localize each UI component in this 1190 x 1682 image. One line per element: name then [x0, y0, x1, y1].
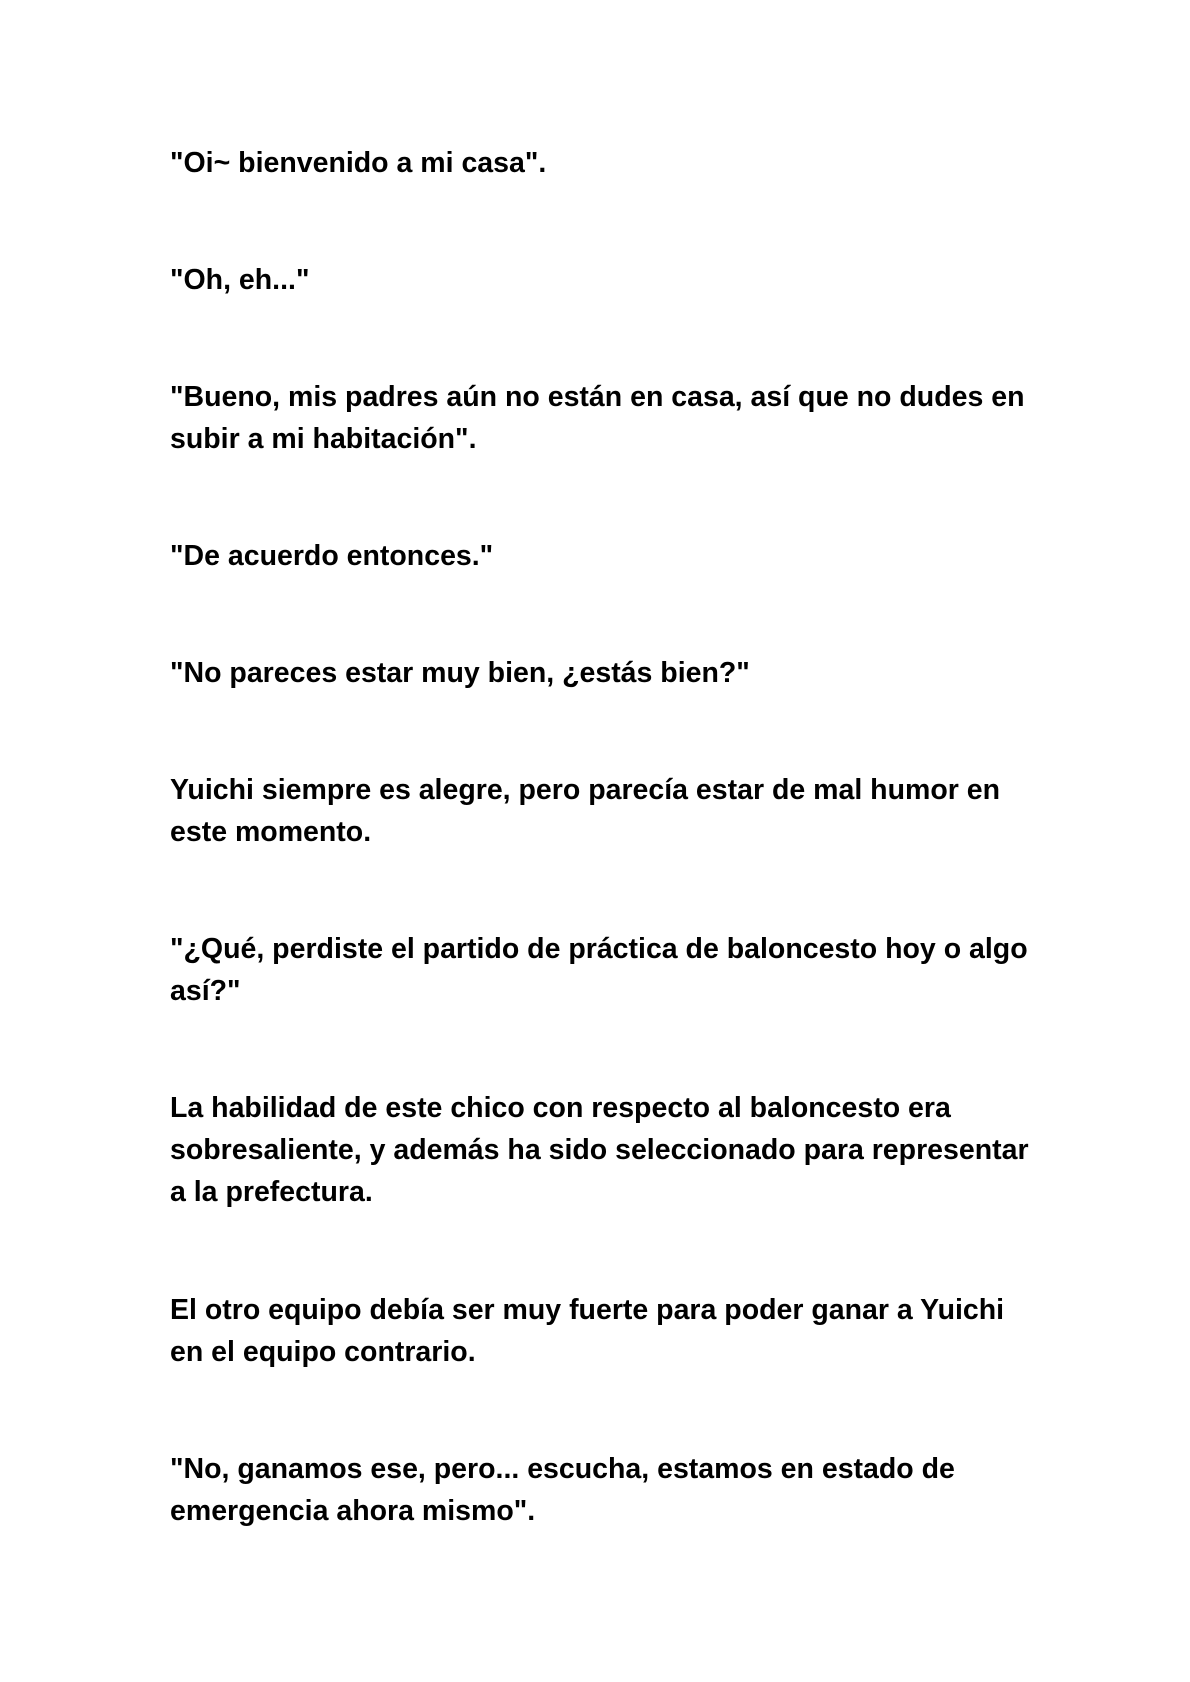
- paragraph-1: "Oi~ bienvenido a mi casa".: [170, 147, 547, 179]
- paragraph-9: El otro equipo debía ser muy fuerte para poder ganar a Yuichi en el equipo contrario.: [170, 1294, 1005, 1368]
- paragraph-7: "¿Qué, perdiste el partido de práctica de baloncesto hoy o algo así?": [170, 933, 1028, 1007]
- paragraph-4: "De acuerdo entonces.": [170, 540, 494, 572]
- paragraph-6: Yuichi siempre es alegre, pero parecía estar de mal humor en este momento.: [170, 774, 1001, 848]
- paragraph-3: "Bueno, mis padres aún no están en casa, así que no dudes en subir a mi habitación".: [170, 381, 1025, 455]
- paragraph-5: "No pareces estar muy bien, ¿estás bien?": [170, 657, 750, 689]
- paragraph-10: "No, ganamos ese, pero... escucha, estamos en estado de emergencia ahora mismo".: [170, 1453, 955, 1527]
- paragraph-2: "Oh, eh...": [170, 264, 310, 296]
- paragraph-8: La habilidad de este chico con respecto al baloncesto era sobresaliente, y además ha sido seleccionado para representar a la prefectura.: [170, 1092, 1029, 1208]
